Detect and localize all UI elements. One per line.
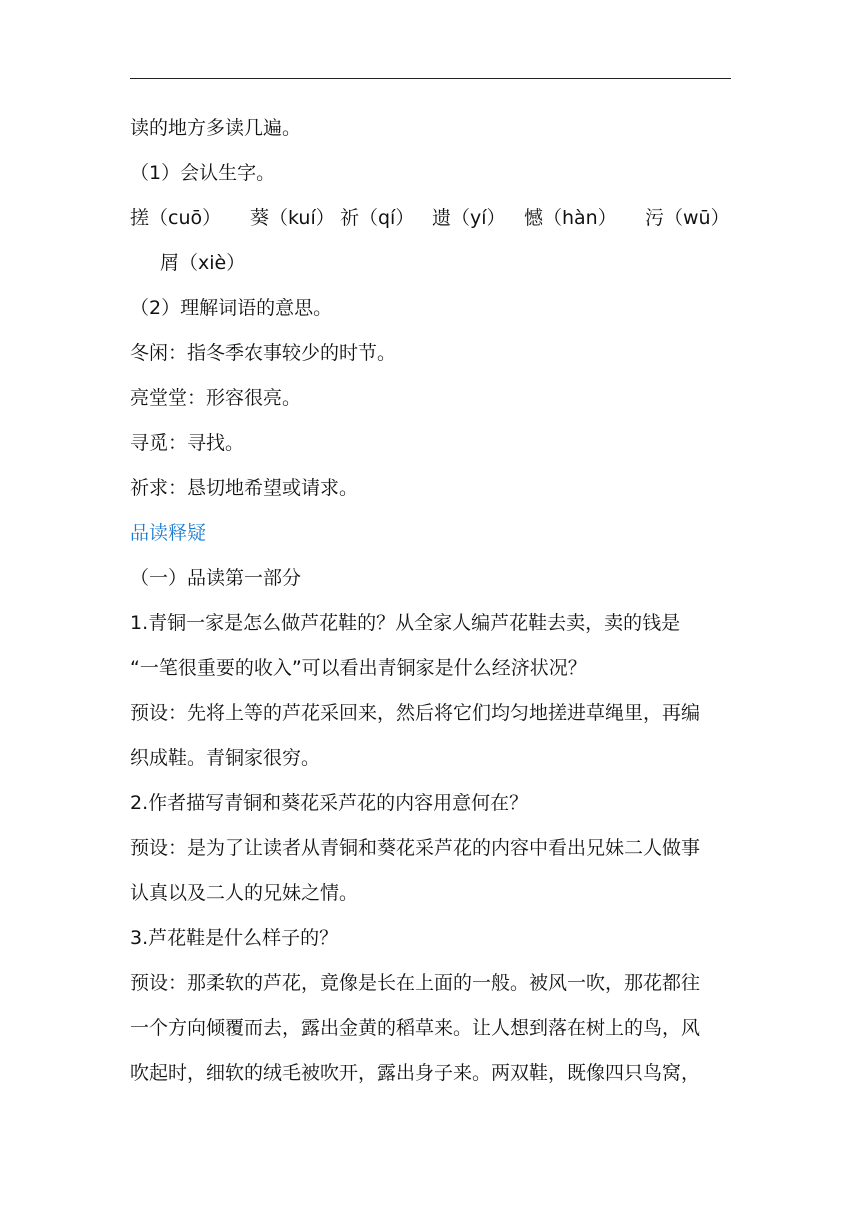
question-line: “一笔很重要的收入”可以看出青铜家是什么经济状况？ — [130, 657, 587, 679]
pinyin-word: 祈（qí） — [340, 207, 415, 229]
pinyin-word: 污（wū） — [645, 207, 730, 229]
pinyin-word: 葵（kuí） — [250, 207, 335, 229]
subheading-word-meanings: （2）理解词语的意思。 — [130, 297, 333, 319]
question-line: 3.芦花鞋是什么样子的？ — [130, 927, 339, 949]
pinyin-word: 搓（cuō） — [130, 207, 222, 229]
definition-line: 冬闲：指冬季农事较少的时节。 — [130, 342, 397, 364]
answer-line: 认真以及二人的兄妹之情。 — [130, 882, 359, 904]
definition-line: 寻觅：寻找。 — [130, 432, 245, 454]
pinyin-word: 屑（xiè） — [160, 252, 246, 274]
pinyin-character-row — [130, 206, 730, 230]
text-line: 读的地方多读几遍。 — [130, 117, 302, 139]
answer-line: 织成鞋。青铜家很穷。 — [130, 747, 321, 769]
subheading-recognize-characters: （1）会认生字。 — [130, 162, 276, 184]
header-rule — [130, 78, 731, 79]
pinyin-word: 憾（hàn） — [524, 207, 617, 229]
question-line: 2.作者描写青铜和葵花采芦花的内容用意何在？ — [130, 792, 529, 814]
answer-line: 预设：那柔软的芦花，竟像是长在上面的一般。被风一吹，那花都往 — [130, 972, 701, 994]
question-line: 1.青铜一家是怎么做芦花鞋的？从全家人编芦花鞋去卖，卖的钱是 — [130, 612, 681, 634]
answer-line: 一个方向倾覆而去，露出金黄的稻草来。让人想到落在树上的鸟，风 — [130, 1017, 701, 1039]
section-title: 品读释疑 — [130, 522, 207, 544]
definition-line: 祈求：恳切地希望或请求。 — [130, 477, 359, 499]
answer-line: 预设：先将上等的芦花采回来，然后将它们均匀地搓进草绳里，再编 — [130, 702, 701, 724]
pinyin-word: 遗（yí） — [432, 207, 506, 229]
answer-line: 吹起时，细软的绒毛被吹开，露出身子来。两双鞋，既像四只鸟窝， — [130, 1062, 701, 1084]
definition-line: 亮堂堂：形容很亮。 — [130, 387, 302, 409]
part-heading: （一）品读第一部分 — [130, 567, 302, 589]
answer-line: 预设：是为了让读者从青铜和葵花采芦花的内容中看出兄妹二人做事 — [130, 837, 701, 859]
